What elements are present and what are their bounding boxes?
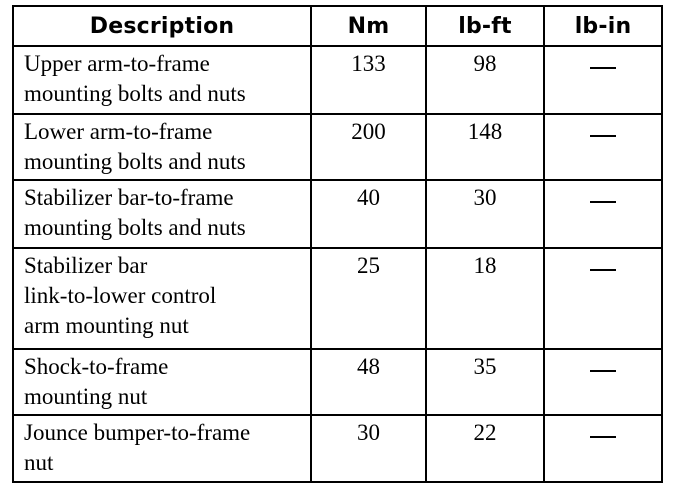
lbin-cell bbox=[544, 248, 662, 349]
nm-value: 200 bbox=[311, 114, 426, 180]
lbin-cell bbox=[544, 180, 662, 248]
lbin-value bbox=[590, 436, 616, 438]
nm-value: 40 bbox=[311, 180, 426, 248]
lbin-value bbox=[590, 135, 616, 137]
description-cell bbox=[13, 349, 311, 415]
table-row bbox=[13, 46, 662, 114]
table-row bbox=[13, 415, 662, 482]
nm-value: 133 bbox=[311, 46, 426, 114]
description-line: Stabilizer bar-to-frame bbox=[24, 185, 234, 210]
lbin-value bbox=[590, 201, 616, 203]
lbin-value bbox=[590, 269, 616, 271]
header-lbin: lb-in bbox=[544, 6, 662, 46]
torque-spec-table bbox=[12, 5, 663, 483]
description-line: mounting nut bbox=[24, 384, 148, 409]
lbft-value: 148 bbox=[426, 114, 544, 180]
nm-value: 30 bbox=[311, 415, 426, 482]
description-cell bbox=[13, 114, 311, 180]
lbin-value bbox=[590, 67, 616, 69]
description-line: nut bbox=[24, 450, 54, 475]
lbft-value: 22 bbox=[426, 415, 544, 482]
lbin-cell bbox=[544, 46, 662, 114]
description-cell bbox=[13, 46, 311, 114]
lbin-value bbox=[590, 370, 616, 372]
nm-value: 48 bbox=[311, 349, 426, 415]
description-line: mounting bolts and nuts bbox=[24, 149, 246, 174]
description-cell bbox=[13, 180, 311, 248]
description-cell bbox=[13, 415, 311, 482]
lbin-cell bbox=[544, 114, 662, 180]
description-line: arm mounting nut bbox=[24, 313, 189, 338]
table-row bbox=[13, 180, 662, 248]
header-description: Description bbox=[13, 6, 311, 46]
lbft-value: 30 bbox=[426, 180, 544, 248]
description-line: Shock-to-frame bbox=[24, 354, 169, 379]
description-line: Stabilizer bar bbox=[24, 253, 148, 278]
lbin-cell bbox=[544, 415, 662, 482]
header-lbft: lb-ft bbox=[426, 6, 544, 46]
header-nm: Nm bbox=[311, 6, 426, 46]
table-row bbox=[13, 349, 662, 415]
description-line: Upper arm-to-frame bbox=[24, 51, 210, 76]
table-row bbox=[13, 248, 662, 349]
description-line: link-to-lower control bbox=[24, 283, 217, 308]
table-row bbox=[13, 114, 662, 180]
lbft-value: 18 bbox=[426, 248, 544, 349]
lbft-value: 35 bbox=[426, 349, 544, 415]
description-line: Lower arm-to-frame bbox=[24, 119, 213, 144]
lbin-cell bbox=[544, 349, 662, 415]
lbft-value: 98 bbox=[426, 46, 544, 114]
nm-value: 25 bbox=[311, 248, 426, 349]
header-row bbox=[13, 6, 662, 46]
description-line: Jounce bumper-to-frame bbox=[24, 420, 251, 445]
description-cell bbox=[13, 248, 311, 349]
description-line: mounting bolts and nuts bbox=[24, 215, 246, 240]
description-line: mounting bolts and nuts bbox=[24, 81, 246, 106]
